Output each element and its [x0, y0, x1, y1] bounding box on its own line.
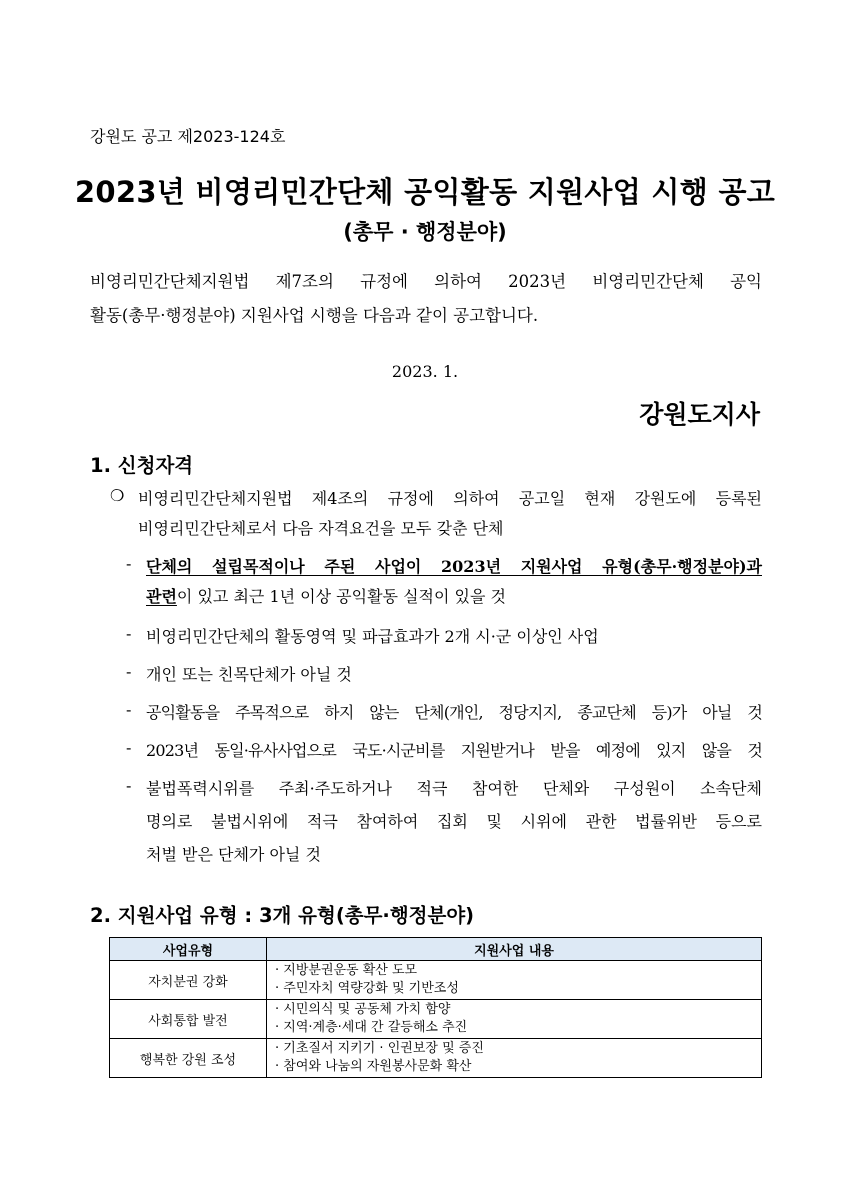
content-line: · 주민자치 역량강화 및 기반조성: [275, 981, 459, 996]
document-title: 2023년 비영리민간단체 공익활동 지원사업 시행 공고: [74, 175, 776, 209]
table-header-row: [110, 938, 762, 961]
section1-heading: 1. 신청자격: [90, 454, 194, 477]
item1-rest: 이 있고 최근 1년 이상 공익활동 실적이 있을 것: [176, 587, 506, 606]
bullet-line-2: 비영리민간단체로서 다음 자격요건을 모두 갖춘 단체: [138, 519, 504, 538]
intro-line-2: 활동(총무·행정분야) 지원사업 시행을 다음과 같이 공고합니다.: [90, 306, 539, 325]
item5: 2023년 동일·유사사업으로 국도·시군비를 지원받거나 받을 예정에 있지 않을 것: [146, 741, 762, 760]
dash-marker: -: [126, 624, 132, 643]
content-line: · 참여와 나눔의 자원봉사문화 확산: [275, 1059, 472, 1074]
item2: 비영리민간단체의 활동영역 및 파급효과가 2개 시·군 이상인 사업: [146, 627, 599, 646]
intro-line-1: 비영리민간단체지원법 제7조의 규정에 의하여 2023년 비영리민간단체 공익: [90, 272, 762, 291]
section2-heading: 2. 지원사업 유형 : 3개 유형(총무·행정분야): [90, 904, 475, 927]
item1-emphasis: 단체의 설립목적이나 주된 사업이 2023년 지원사업 유형(총무·행정분야)과: [146, 557, 762, 576]
dash-marker: -: [126, 700, 132, 719]
dash-marker: -: [126, 554, 132, 573]
content-line: · 기초질서 지키기 · 인권보장 및 증진: [275, 1041, 484, 1056]
item1-emphasis-2: 관련: [146, 587, 177, 606]
bullet-line-1: 비영리민간단체지원법 제4조의 규정에 의하여 공고일 현재 강원도에 등록된: [138, 489, 762, 508]
dash-marker: -: [126, 738, 132, 757]
dash-marker: -: [126, 662, 132, 681]
table-row: [110, 961, 762, 1000]
table-row: [110, 1000, 762, 1039]
column-header-content: 지원사업 내용: [267, 938, 762, 961]
document-date: 2023. 1.: [391, 362, 459, 381]
row-type: 행복한 강원 조성: [110, 1039, 267, 1078]
row-content: [267, 1000, 762, 1039]
row-type: 자치분권 강화: [110, 961, 267, 1000]
bullet-circle-icon: ❍: [110, 486, 125, 505]
table-row: [110, 1039, 762, 1078]
column-header-type: 사업유형: [110, 938, 267, 961]
signatory: 강원도지사: [639, 400, 760, 429]
dash-marker: -: [126, 776, 132, 795]
item6-line-1: 불법폭력시위를 주최·주도하거나 적극 참여한 단체와 구성원이 소속단체: [146, 779, 762, 798]
row-content: [267, 1039, 762, 1078]
support-types-table: [109, 937, 762, 1078]
item6-line-3: 처벌 받은 단체가 아닐 것: [146, 845, 321, 864]
section1-body: [110, 486, 762, 866]
item1-line-2: [146, 584, 506, 607]
item6-line-2: 명의로 불법시위에 적극 참여하여 집회 및 시위에 관한 법률위반 등으로: [146, 812, 762, 831]
item4: 공익활동을 주목적으로 하지 않는 단체(개인, 정당지지, 종교단체 등)가 아닐 것: [146, 703, 762, 722]
content-line: · 지역·계층·세대 간 갈등해소 추진: [275, 1020, 468, 1035]
document-subtitle: (총무 · 행정분야): [343, 220, 507, 244]
item3: 개인 또는 친목단체가 아닐 것: [146, 665, 352, 684]
row-type: 사회통합 발전: [110, 1000, 267, 1039]
content-line: · 시민의식 및 공동체 가치 함양: [275, 1002, 451, 1017]
row-content: [267, 961, 762, 1000]
content-line: · 지방분권운동 확산 도모: [275, 963, 418, 978]
notice-number: 강원도 공고 제2023-124호: [90, 127, 286, 146]
